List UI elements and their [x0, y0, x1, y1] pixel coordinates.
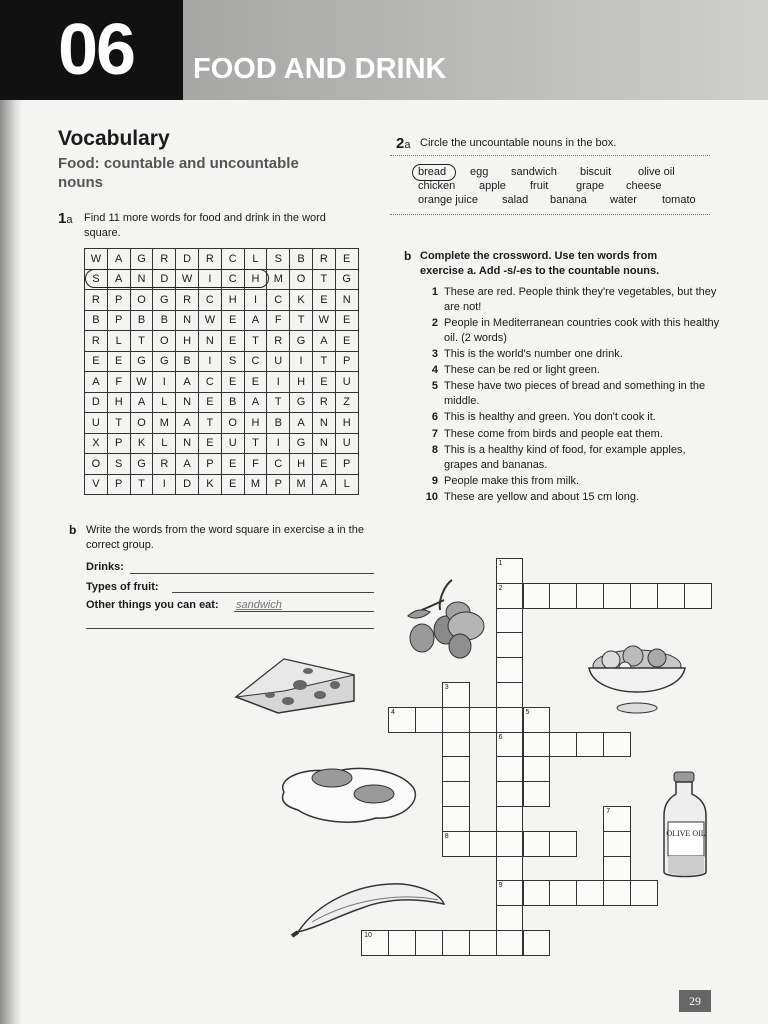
clue-8: 8 This is a healthy kind of food, for example apples, grapes and bananas. — [431, 444, 686, 471]
word-square-cell[interactable]: B — [221, 392, 244, 413]
crossword-cell[interactable] — [496, 632, 524, 658]
crossword-cell[interactable] — [496, 682, 524, 708]
clue-5: 5 These have two pieces of bread and something in the middle. — [431, 380, 706, 407]
word-square-cell[interactable]: D — [153, 269, 176, 290]
word-square-cell[interactable]: A — [85, 372, 108, 393]
word-box — [390, 155, 710, 215]
word-square-cell[interactable]: E — [335, 249, 358, 270]
word-square-cell[interactable]: A — [176, 372, 199, 393]
word-square-cell[interactable]: E — [312, 290, 335, 311]
extra-answer-line[interactable] — [86, 628, 374, 629]
word-square-cell[interactable]: H — [290, 372, 313, 393]
clue-6: 6 This is healthy and green. You don't cook it. — [431, 411, 656, 423]
crossword-clue-number: 9 — [498, 882, 503, 890]
word-square-cell[interactable]: R — [176, 290, 199, 311]
word-box-item: bread — [418, 166, 447, 178]
exercise-2a-number: 2a — [396, 135, 411, 152]
word-square-row — [85, 474, 359, 495]
word-square-cell[interactable]: D — [85, 392, 108, 413]
word-square-cell[interactable]: A — [312, 474, 335, 495]
word-square-cell[interactable]: I — [198, 351, 221, 372]
word-square-cell[interactable]: B — [153, 310, 176, 331]
crossword-cell[interactable] — [576, 732, 604, 758]
word-square-cell[interactable]: U — [85, 413, 108, 434]
word-square-cell[interactable]: L — [335, 474, 358, 495]
word-square-cell[interactable]: S — [267, 249, 290, 270]
word-square-cell[interactable]: E — [312, 454, 335, 475]
drinks-answer-line[interactable] — [130, 573, 374, 574]
word-square-cell[interactable]: G — [290, 433, 313, 454]
crossword-cell[interactable] — [576, 583, 604, 609]
word-box-item: egg — [470, 166, 489, 178]
word-square-cell[interactable]: E — [198, 392, 221, 413]
crossword-clue-number: 6 — [498, 733, 503, 741]
word-box-item: grape — [576, 180, 605, 192]
crossword-cell[interactable] — [603, 831, 631, 857]
word-square-cell[interactable]: C — [221, 249, 244, 270]
word-square-cell[interactable]: T — [198, 413, 221, 434]
crossword-cell[interactable] — [684, 583, 712, 609]
word-square-cell[interactable]: B — [130, 310, 153, 331]
word-square-cell[interactable]: P — [107, 310, 130, 331]
word-square-cell[interactable]: E — [335, 331, 358, 352]
crossword-cell[interactable] — [549, 732, 577, 758]
word-square-cell[interactable]: S — [107, 454, 130, 475]
word-square-cell[interactable]: G — [290, 331, 313, 352]
crossword-cell[interactable] — [523, 583, 551, 609]
other-answer-line[interactable] — [234, 611, 374, 612]
word-box-item: orange juice — [418, 194, 478, 206]
word-square-cell[interactable]: R — [153, 249, 176, 270]
word-square-cell[interactable]: G — [130, 249, 153, 270]
word-square-cell[interactable]: T — [290, 310, 313, 331]
crossword-cell[interactable] — [549, 880, 577, 906]
crossword-clue-number: 5 — [525, 708, 530, 716]
fruit-label: Types of fruit: — [86, 581, 159, 593]
word-square-cell[interactable]: W — [176, 269, 199, 290]
exercise-2b-letter: b — [404, 249, 412, 263]
crossword-cell[interactable] — [496, 608, 524, 634]
word-square-cell[interactable]: R — [198, 249, 221, 270]
word-square-cell[interactable]: T — [130, 474, 153, 495]
word-square-cell[interactable]: U — [267, 351, 290, 372]
word-square-cell[interactable]: L — [153, 433, 176, 454]
crossword-cell[interactable] — [496, 856, 524, 882]
crossword-cell[interactable] — [442, 756, 470, 782]
crossword-cell[interactable] — [549, 831, 577, 857]
word-square-cell[interactable]: R — [85, 290, 108, 311]
word-square-cell[interactable]: D — [176, 474, 199, 495]
word-square-cell[interactable]: O — [221, 413, 244, 434]
book-spine-shadow — [0, 0, 22, 1024]
word-square-cell[interactable]: N — [176, 433, 199, 454]
crossword-cell[interactable] — [496, 657, 524, 683]
clue-3: 3 This is the world's number one drink. — [431, 348, 623, 360]
word-square-cell[interactable]: P — [198, 454, 221, 475]
crossword-cell[interactable] — [576, 880, 604, 906]
word-square-cell[interactable]: T — [244, 331, 267, 352]
word-square-cell[interactable]: G — [335, 269, 358, 290]
word-square-cell[interactable]: O — [85, 454, 108, 475]
word-square-cell[interactable]: E — [198, 433, 221, 454]
crossword-cell[interactable] — [442, 732, 470, 758]
word-square-cell[interactable]: H — [244, 413, 267, 434]
word-square-cell[interactable]: G — [130, 454, 153, 475]
word-square-cell[interactable]: A — [244, 392, 267, 413]
word-square-row — [85, 372, 359, 393]
word-square-cell[interactable]: P — [107, 433, 130, 454]
word-square-cell[interactable]: O — [153, 331, 176, 352]
word-square-cell[interactable]: C — [198, 290, 221, 311]
word-square-cell[interactable]: H — [335, 413, 358, 434]
clue-4: 4 These can be red or light green. — [431, 364, 600, 376]
word-square-row — [85, 454, 359, 475]
word-box-item: fruit — [530, 180, 549, 192]
word-square-cell[interactable]: G — [153, 290, 176, 311]
word-box-item: sandwich — [511, 166, 557, 178]
word-square-cell[interactable]: U — [221, 433, 244, 454]
crossword-cell[interactable] — [603, 583, 631, 609]
fruit-answer-line[interactable] — [172, 592, 374, 593]
word-square-row — [85, 351, 359, 372]
bottle-label-text: OLIVE OIL — [666, 829, 706, 838]
crossword-cell[interactable] — [523, 781, 551, 807]
word-square-cell[interactable]: C — [267, 290, 290, 311]
word-square-cell[interactable]: P — [335, 351, 358, 372]
word-square-cell[interactable]: R — [153, 454, 176, 475]
word-square-cell[interactable]: T — [267, 392, 290, 413]
word-square-cell[interactable]: T — [312, 269, 335, 290]
crossword-cell[interactable] — [523, 880, 551, 906]
word-square-cell[interactable]: F — [107, 372, 130, 393]
word-square-cell[interactable]: C — [221, 269, 244, 290]
word-square-cell[interactable]: H — [244, 269, 267, 290]
word-box-item: apple — [479, 180, 506, 192]
word-square-cell[interactable]: A — [244, 310, 267, 331]
word-square-cell[interactable]: W — [198, 310, 221, 331]
word-square-cell[interactable]: N — [312, 433, 335, 454]
crossword-cell[interactable] — [442, 806, 470, 832]
word-square-cell[interactable]: I — [153, 372, 176, 393]
word-square-cell[interactable]: R — [267, 331, 290, 352]
word-square-cell[interactable]: L — [153, 392, 176, 413]
word-square-cell[interactable]: I — [290, 351, 313, 372]
exercise-1a-instruction: Find 11 more words for food and drink in the word square. — [84, 212, 326, 239]
word-box-item: chicken — [418, 180, 456, 192]
fried-eggs-icon — [276, 764, 426, 826]
exercise-1b-letter: b — [69, 523, 77, 537]
word-square-cell[interactable]: P — [107, 474, 130, 495]
word-square-cell[interactable]: F — [244, 454, 267, 475]
word-square-cell[interactable]: B — [267, 413, 290, 434]
word-square-cell[interactable]: A — [130, 392, 153, 413]
exercise-1a-number: 1a — [58, 210, 73, 227]
clue-10: 10 These are yellow and about 15 cm long. — [425, 491, 640, 503]
word-square-cell[interactable]: Z — [335, 392, 358, 413]
word-box-item: biscuit — [580, 166, 612, 178]
clue-7: 7 These come from birds and people eat them. — [431, 428, 663, 440]
drinks-label: Drinks: — [86, 561, 124, 573]
word-square-row — [85, 249, 359, 270]
crossword-cell[interactable] — [496, 756, 524, 782]
crossword-clue-number: 7 — [606, 808, 611, 815]
word-square-cell[interactable]: K — [130, 433, 153, 454]
crossword-clue-number: 2 — [498, 584, 503, 592]
word-square-cell[interactable]: N — [335, 290, 358, 311]
crossword-clue-number: 4 — [391, 708, 395, 716]
crossword-cell[interactable] — [657, 583, 685, 609]
word-square-cell[interactable]: E — [221, 372, 244, 393]
crossword-cell[interactable] — [469, 930, 497, 956]
section-title: Vocabulary — [58, 127, 170, 150]
word-square-cell[interactable]: A — [176, 413, 199, 434]
word-square-cell[interactable]: B — [176, 351, 199, 372]
cheese-icon — [230, 655, 360, 720]
word-square-cell[interactable]: E — [85, 351, 108, 372]
crossword-cell[interactable] — [496, 707, 524, 733]
word-box-item: cheese — [626, 180, 662, 192]
section-subtitle: Food: countable and uncountable nouns — [58, 155, 299, 191]
word-square-cell[interactable]: R — [85, 331, 108, 352]
unit-number: 06 — [58, 10, 135, 90]
word-square-cell[interactable]: S — [85, 269, 108, 290]
word-square-cell[interactable]: M — [153, 413, 176, 434]
word-square-cell[interactable]: K — [198, 474, 221, 495]
grapes-icon — [400, 578, 495, 663]
crossword-cell[interactable] — [603, 856, 631, 882]
word-square-cell[interactable]: W — [130, 372, 153, 393]
page-number: 29 — [679, 990, 711, 1012]
word-square-row — [85, 290, 359, 311]
word-square-cell[interactable]: I — [198, 269, 221, 290]
word-square-cell[interactable]: E — [221, 474, 244, 495]
word-square-cell[interactable]: I — [267, 372, 290, 393]
word-square-cell[interactable]: U — [335, 433, 358, 454]
crossword-clue-number: 1 — [498, 560, 503, 567]
word-box-item: olive oil — [638, 166, 675, 178]
word-square-cell[interactable]: I — [244, 290, 267, 311]
word-square-cell[interactable]: M — [244, 474, 267, 495]
crossword-cell[interactable] — [442, 781, 470, 807]
word-square-row — [85, 392, 359, 413]
word-square-cell[interactable]: H — [221, 290, 244, 311]
other-label: Other things you can eat: — [86, 599, 219, 611]
exercise-1b-instruction: Write the words from the word square in exercise a in the correct group. — [86, 524, 364, 551]
word-square-cell[interactable]: E — [335, 310, 358, 331]
crossword-cell[interactable] — [469, 707, 497, 733]
word-square-row — [85, 331, 359, 352]
crossword-cell[interactable] — [603, 880, 631, 906]
exercise-2b-instruction: Complete the crossword. Use ten words from exercise a. Add -s/-es to the countable nouns. — [420, 250, 660, 277]
word-square-cell[interactable]: A — [312, 331, 335, 352]
word-square-cell[interactable]: N — [130, 269, 153, 290]
word-square-cell[interactable]: R — [312, 249, 335, 270]
word-square-cell[interactable]: N — [176, 392, 199, 413]
word-square-cell[interactable]: M — [290, 474, 313, 495]
unit-number-box — [0, 0, 183, 100]
crossword-clue-number: 10 — [364, 932, 372, 939]
word-square-row — [85, 433, 359, 454]
word-box-item: water — [610, 194, 637, 206]
word-square-cell[interactable]: A — [176, 454, 199, 475]
word-square-cell[interactable]: G — [153, 351, 176, 372]
word-square-cell[interactable]: P — [335, 454, 358, 475]
word-square-cell[interactable]: D — [176, 249, 199, 270]
crossword-cell[interactable] — [523, 756, 551, 782]
word-square-cell[interactable]: M — [267, 269, 290, 290]
word-square-cell[interactable]: U — [335, 372, 358, 393]
word-square-cell[interactable]: E — [244, 372, 267, 393]
word-square-cell[interactable]: N — [312, 413, 335, 434]
crossword-cell[interactable] — [630, 583, 658, 609]
word-square-cell[interactable]: G — [130, 351, 153, 372]
word-square-cell[interactable]: L — [107, 331, 130, 352]
crossword-cell[interactable] — [496, 806, 524, 832]
crossword-cell[interactable] — [496, 930, 524, 956]
crossword-cell[interactable] — [603, 732, 631, 758]
word-square-cell[interactable]: N — [198, 331, 221, 352]
crossword-cell[interactable] — [523, 732, 551, 758]
word-square-cell[interactable]: B — [85, 310, 108, 331]
salad-bowl-icon — [585, 638, 690, 718]
word-square-cell[interactable]: A — [290, 413, 313, 434]
crossword-cell[interactable] — [469, 831, 497, 857]
word-square-cell[interactable]: E — [312, 372, 335, 393]
word-square-cell[interactable]: H — [290, 454, 313, 475]
word-square-cell[interactable]: C — [244, 351, 267, 372]
word-square-cell[interactable]: P — [267, 474, 290, 495]
word-square-cell[interactable]: C — [198, 372, 221, 393]
word-square-cell[interactable]: X — [85, 433, 108, 454]
word-square-cell[interactable]: T — [130, 331, 153, 352]
crossword-cell[interactable] — [523, 831, 551, 857]
word-square-cell[interactable]: K — [290, 290, 313, 311]
word-square-cell[interactable]: H — [176, 331, 199, 352]
unit-title: FOOD AND DRINK — [193, 53, 447, 85]
word-square-cell[interactable]: W — [312, 310, 335, 331]
word-square-cell[interactable]: T — [244, 433, 267, 454]
word-square-cell[interactable]: V — [85, 474, 108, 495]
word-square-cell[interactable]: F — [267, 310, 290, 331]
word-square-row — [85, 310, 359, 331]
banana-icon — [290, 878, 450, 940]
word-square-cell[interactable]: I — [267, 433, 290, 454]
word-square-cell[interactable]: A — [107, 249, 130, 270]
word-square-cell[interactable]: T — [107, 413, 130, 434]
olive-oil-bottle-icon — [660, 770, 710, 882]
crossword-clue-number: 3 — [444, 684, 449, 691]
crossword-cell[interactable] — [442, 707, 470, 733]
word-square-cell[interactable]: G — [290, 392, 313, 413]
word-box-item: tomato — [662, 194, 696, 206]
crossword-cell[interactable] — [496, 831, 524, 857]
word-square-cell[interactable]: B — [290, 249, 313, 270]
word-square-cell[interactable]: L — [244, 249, 267, 270]
word-square-cell[interactable]: I — [153, 474, 176, 495]
clue-1: 1 These are red. People think they're vegetables, but they are not! — [431, 286, 717, 313]
word-square-cell[interactable]: W — [85, 249, 108, 270]
exercise-2a-instruction: Circle the uncountable nouns in the box. — [420, 137, 617, 149]
word-box-item: salad — [502, 194, 529, 206]
word-square-cell[interactable]: E — [221, 454, 244, 475]
unit-header — [0, 0, 768, 100]
word-square-cell[interactable]: E — [107, 351, 130, 372]
crossword-cell[interactable] — [630, 880, 658, 906]
word-square-cell[interactable]: H — [107, 392, 130, 413]
word-square-cell[interactable]: T — [312, 351, 335, 372]
word-square-cell[interactable]: O — [130, 413, 153, 434]
clue-9: 9 People make this from milk. — [431, 475, 580, 487]
word-square-cell[interactable]: C — [267, 454, 290, 475]
crossword-cell[interactable] — [523, 930, 551, 956]
word-square-cell[interactable]: O — [130, 290, 153, 311]
crossword-cell[interactable] — [415, 707, 443, 733]
crossword-cell[interactable] — [496, 781, 524, 807]
word-square-cell[interactable]: N — [176, 310, 199, 331]
word-square-cell[interactable]: O — [290, 269, 313, 290]
word-square-cell[interactable]: E — [221, 310, 244, 331]
word-square-cell[interactable]: E — [221, 331, 244, 352]
word-square-cell[interactable]: S — [221, 351, 244, 372]
other-sample-answer: sandwich — [236, 599, 282, 611]
word-square-cell[interactable]: R — [312, 392, 335, 413]
word-square-cell[interactable]: P — [107, 290, 130, 311]
sandwich-circle-example — [85, 269, 269, 288]
crossword-cell[interactable] — [496, 905, 524, 931]
word-square-row — [85, 413, 359, 434]
crossword-cell[interactable] — [549, 583, 577, 609]
word-square-cell[interactable]: A — [107, 269, 130, 290]
clue-2: 2 People in Mediterranean countries cook with this healthy oil. (2 words) — [431, 317, 720, 344]
crossword-clue-number: 8 — [444, 832, 449, 840]
word-box-item: banana — [550, 194, 587, 206]
